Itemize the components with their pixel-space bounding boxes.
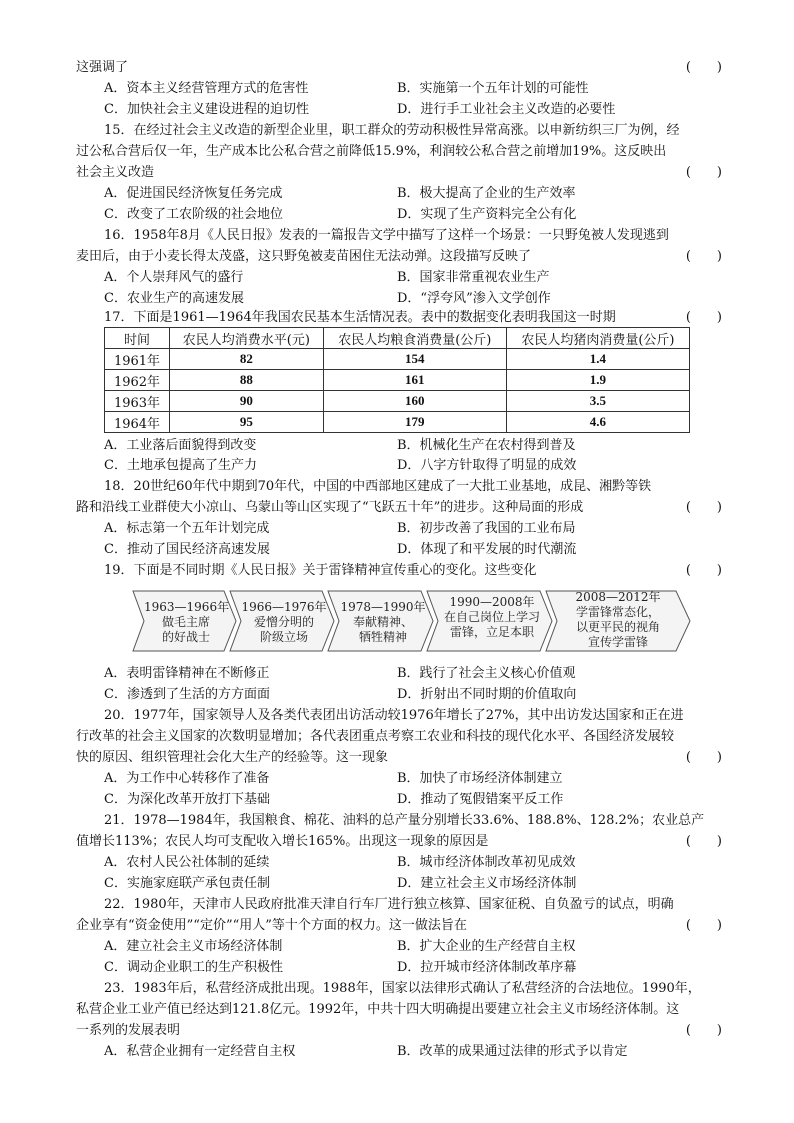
q14-option-b[interactable]: B．实施第一个五年计划的可能性 [397,81,589,96]
table-row [105,412,690,433]
table-cell: 1961年 [105,349,170,370]
q16-stem-line-1: 16．1958年8月《人民日报》发表的一篇报告文学中描写了这样一个场景：一只野兔被人发现逃到 [104,228,669,243]
q22-option-b[interactable]: B．扩大企业的生产经营自主权 [397,939,576,954]
q20-answer-paren[interactable]: ( ) [685,750,722,765]
q18-stem-line-1: 18．20世纪60年代中期到70年代，中国的中西部地区建成了一大批工业基地，成昆、湘黔等铁 [104,479,652,494]
q21-option-d[interactable]: D．建立社会主义市场经济体制 [397,876,577,891]
q16-option-b[interactable]: B．国家非常重视农业生产 [397,270,550,285]
q21-option-b[interactable]: B．城市经济体制改革初见成效 [397,855,576,870]
table-cell: 95 [170,412,324,433]
table-header: 农民人均消费水平(元) [170,328,324,349]
table-header: 农民人均粮食消费量(公斤) [323,328,506,349]
table-row [105,370,690,391]
q14-stem-tail: 这强调了 [76,60,129,75]
table-cell: 3.5 [506,391,689,412]
table-cell: 154 [323,349,506,370]
q23-stem-line-1: 23．1983年后，私营经济成批出现。1988年，国家以法律形式确认了私营经济的合法地位。1990年， [104,981,701,996]
timeline-stage-1990: 1990—2008年 在自己岗位上学习 雷锋，立足本职 [443,595,540,639]
q21-option-a[interactable]: A．农村人民公社体制的延续 [104,855,270,870]
timeline-stage-1978: 1978—1990年 奉献精神、 牺牲精神 [340,600,426,644]
q16-option-a[interactable]: A．个人崇拜风气的盛行 [104,270,244,285]
table-cell: 90 [170,391,324,412]
q16-option-d[interactable]: D．“浮夸风”渗入文学创作 [397,291,551,306]
q18-option-c[interactable]: C．推动了国民经济高速发展 [104,542,270,557]
q19-option-d[interactable]: D．折射出不同时期的价值取向 [397,687,577,702]
q17-option-b[interactable]: B．机械化生产在农村得到普及 [397,438,576,453]
table-header-row [105,328,690,349]
q23-answer-paren[interactable]: ( ) [685,1023,722,1038]
q20-stem-line-2: 行改革的社会主义国家的次数明显增加；各代表团重点考察工农业和科技的现代化水平、各国经济发展较 [76,729,675,744]
q23-option-b[interactable]: B．改革的成果通过法律的形式予以肯定 [397,1044,628,1059]
table-cell: 82 [170,349,324,370]
q23-stem-line-3: 一系列的发展表明 [76,1023,181,1038]
table-cell: 179 [323,412,506,433]
q18-answer-paren[interactable]: ( ) [685,500,722,515]
q20-stem-line-3: 快的原因、组织管理社会化大生产的经验等。这一现象 [76,750,389,765]
q20-option-d[interactable]: D．推动了冤假错案平反工作 [397,792,564,807]
q17-answer-paren[interactable]: ( ) [685,310,722,325]
table-cell: 1.9 [506,370,689,391]
timeline-stage-1963: 1963—1966年 做毛主席 的好战士 [144,600,230,644]
table-cell: 160 [323,391,506,412]
q14-option-d[interactable]: D．进行手工业社会主义改造的必要性 [397,102,616,117]
q18-stem-line-2: 路和沿线工业群使大小凉山、乌蒙山等山区实现了“飞跃五十年”的进步。这种局面的形成 [76,500,584,515]
q22-answer-paren[interactable]: ( ) [685,918,722,933]
q15-answer-paren[interactable]: ( ) [685,165,722,180]
q18-option-a[interactable]: A．标志第一个五年计划完成 [104,521,270,536]
data-table [104,327,690,433]
table-cell: 1964年 [105,412,170,433]
table-header: 时间 [105,328,170,349]
q15-stem-line-1: 15．在经过社会主义改造的新型企业里，职工群众的劳动积极性异常高涨。以申新纺织三厂为例，经 [104,123,680,138]
q21-answer-paren[interactable]: ( ) [685,834,722,849]
q20-option-c[interactable]: C．为深化改革开放打下基础 [104,792,270,807]
q15-stem-line-2: 过公私合营后仅一年，生产成本比公私合营之前降低15.9%，利润较公私合营之前增加19%。这反映出 [76,144,667,159]
q22-stem-line-2: 企业享有“资金使用”“定价”“用人”等十个方面的权力。这一做法旨在 [76,918,467,933]
q16-option-c[interactable]: C．农业生产的高速发展 [104,291,244,306]
q19-option-c[interactable]: C．渗透到了生活的方方面面 [104,687,270,702]
table-cell: 1962年 [105,370,170,391]
table-cell: 161 [323,370,506,391]
q17-option-d[interactable]: D．八字方针取得了明显的成效 [397,458,577,473]
q23-option-a[interactable]: A．私营企业拥有一定经营自主权 [104,1044,296,1059]
q21-option-c[interactable]: C．实施家庭联产承包责任制 [104,876,270,891]
q23-stem-line-2: 私营企业工业产值已经达到121.8亿元。1992年，中共十四大明确提出要建立社会主义市场经济体制。这 [76,1002,680,1017]
q15-option-c[interactable]: C．改变了工农阶级的社会地位 [104,207,283,222]
q21-stem-line-2: 值增长113%；农民人均可支配收入增长165%。出现这一现象的原因是 [76,834,489,849]
q15-option-d[interactable]: D．实现了生产资料完全公有化 [397,207,577,222]
table-row [105,391,690,412]
q14-option-a[interactable]: A．资本主义经营管理方式的危害性 [104,81,309,96]
q18-option-b[interactable]: B．初步改善了我国的工业布局 [397,521,576,536]
table-cell: 1963年 [105,391,170,412]
q19-stem: 19．下面是不同时期《人民日报》关于雷锋精神宣传重心的变化。这些变化 [104,563,537,578]
q20-stem-line-1: 20．1977年，国家领导人及各类代表团出访活动较1976年增长了27%，其中出访发达国家和正在进 [104,708,684,723]
q22-option-d[interactable]: D．拉开城市经济体制改革序幕 [397,960,577,975]
q19-answer-paren[interactable]: ( ) [685,563,722,578]
q22-option-c[interactable]: C．调动企业职工的生产积极性 [104,960,283,975]
q16-answer-paren[interactable]: ( ) [685,249,722,264]
q15-option-b[interactable]: B．极大提高了企业的生产效率 [397,186,576,201]
q16-stem-line-2: 麦田后，由于小麦长得太茂盛，这只野兔被麦苗困住无法动弹。这段描写反映了 [76,249,532,264]
q21-stem-line-1: 21．1978—1984年，我国粮食、棉花、油料的总产量分别增长33.6%、188.8%、128.2%；农业总产 [104,813,705,828]
q18-option-d[interactable]: D．体现了和平发展的时代潮流 [397,542,577,557]
table-cell: 4.6 [506,412,689,433]
q15-option-a[interactable]: A．促进国民经济恢复任务完成 [104,186,283,201]
table-cell: 1.4 [506,349,689,370]
q17-stem: 17．下面是1961—1964年我国农民基本生活情况表。表中的数据变化表明我国这一时期 [104,310,616,325]
timeline-stage-1966: 1966—1976年 爱憎分明的 阶级立场 [241,600,327,644]
q22-stem-line-1: 22．1980年，天津市人民政府批准天津自行车厂进行独立核算、国家征税、自负盈亏的试点，明确 [104,897,674,912]
q20-option-a[interactable]: A．为工作中心转移作了准备 [104,771,270,786]
q17-option-a[interactable]: A．工业落后面貌得到改变 [104,438,257,453]
table-cell: 88 [170,370,324,391]
timeline-stage-2008: 2008—2012年 学雷锋常态化， 以更平民的视角 宣传学雷锋 [575,590,661,649]
table-row [105,349,690,370]
q19-option-a[interactable]: A．表明雷锋精神在不断修正 [104,666,270,681]
table-header: 农民人均猪肉消费量(公斤) [506,328,689,349]
q17-option-c[interactable]: C．土地承包提高了生产力 [104,458,257,473]
q15-stem-line-3: 社会主义改造 [76,165,155,180]
q22-option-a[interactable]: A．建立社会主义市场经济体制 [104,939,283,954]
q20-option-b[interactable]: B．加快了市场经济体制建立 [397,771,563,786]
q14-answer-paren[interactable]: ( ) [685,60,722,75]
q14-option-c[interactable]: C．加快社会主义建设进程的迫切性 [104,102,309,117]
q19-option-b[interactable]: B．践行了社会主义核心价值观 [397,666,576,681]
